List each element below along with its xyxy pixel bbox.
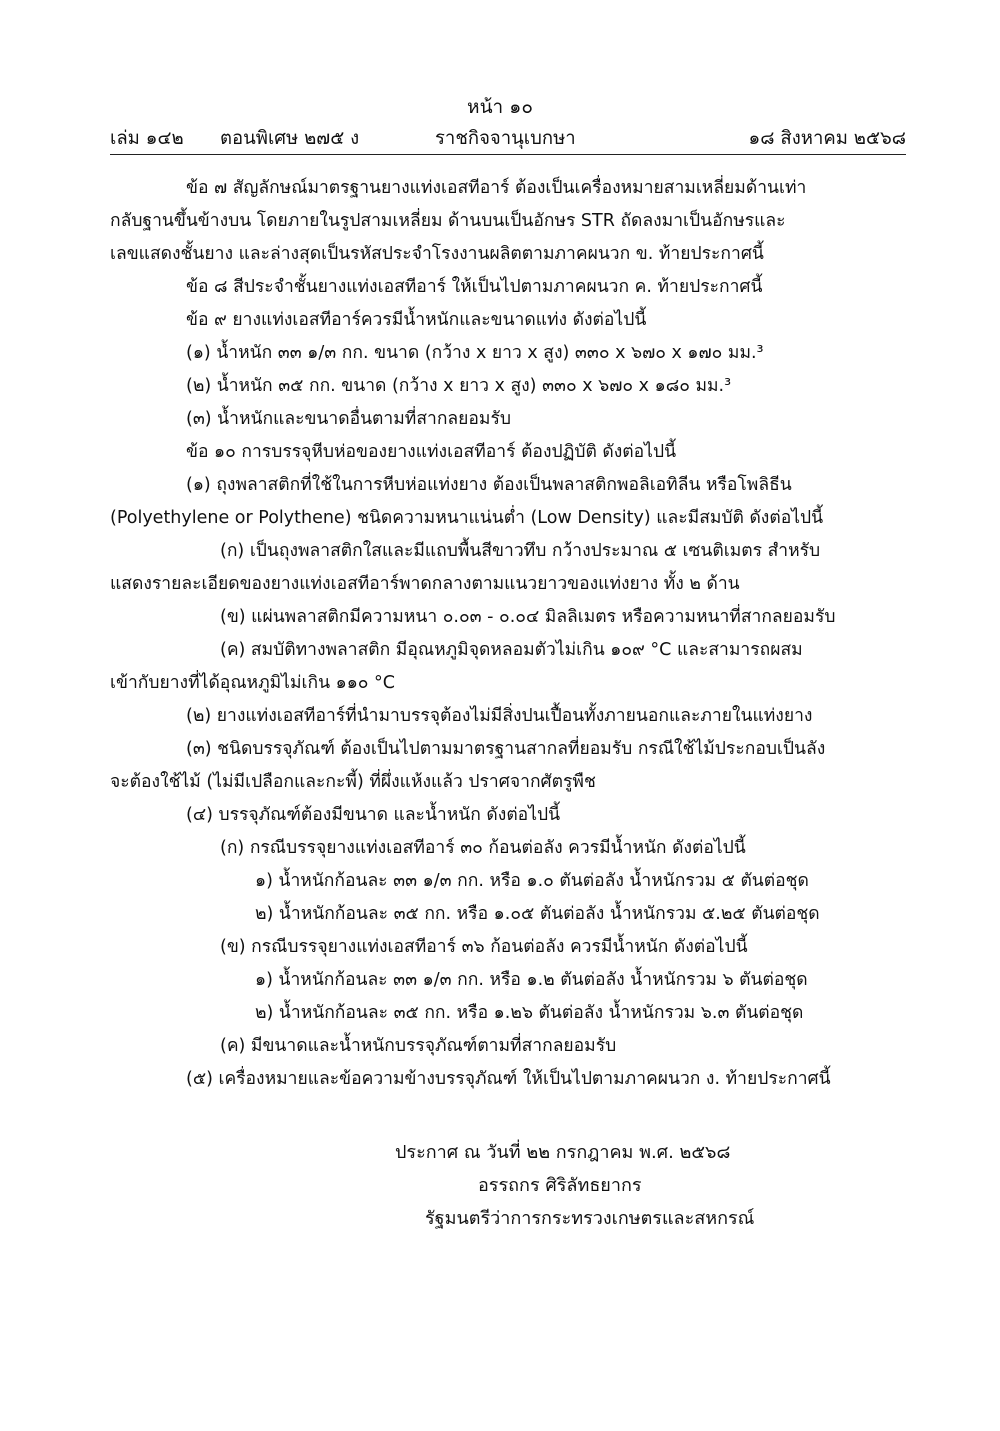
clause-10-item-3-line-1: (๓) ชนิดบรรจุภัณฑ์ ต้องเป็นไปตามมาตรฐานสากลที่ยอมรับ กรณีใช้ไม้ประกอบเป็นลัง [186, 739, 826, 759]
signatory-name: อรรถกร ศิริลัทธยากร [478, 1175, 642, 1196]
clause-7-line-1: ข้อ ๗ สัญลักษณ์มาตรฐานยางแท่งเอสทีอาร์ ต้องเป็นเครื่องหมายสามเหลี่ยมด้านเท่า [186, 178, 807, 198]
clause-10-item-2: (๒) ยางแท่งเอสทีอาร์ที่นำมาบรรจุต้องไม่มีสิ่งปนเปื้อนทั้งภายนอกและภายในแท่งยาง [186, 706, 813, 726]
clause-10-item-4a-2: ๒) น้ำหนักก้อนละ ๓๕ กก. หรือ ๑.๐๕ ตันต่อลัง น้ำหนักรวม ๕.๒๕ ตันต่อชุด [255, 904, 820, 924]
gazette-header [110, 124, 906, 152]
clause-9-item-1: (๑) น้ำหนัก ๓๓ ๑/๓ กก. ขนาด (กว้าง x ยาว x สูง) ๓๓๐ x ๖๗๐ x ๑๗๐ มม.³ [186, 343, 764, 363]
clause-10-item-1a-line-1: (ก) เป็นถุงพลาสติกใสและมีแถบพื้นสีขาวทึบ กว้างประมาณ ๕ เซนติเมตร สำหรับ [220, 541, 821, 561]
signature-date: ประกาศ ณ วันที่ ๒๒ กรกฎาคม พ.ศ. ๒๕๖๘ [395, 1142, 731, 1163]
clause-10-item-1-line-2: (Polyethylene or Polythene) ชนิดความหนาแน่นต่ำ (Low Density) และมีสมบัติ ดังต่อไปนี้ [110, 508, 824, 528]
clause-9-item-3: (๓) น้ำหนักและขนาดอื่นตามที่สากลยอมรับ [186, 409, 511, 429]
clause-10-item-4b-2: ๒) น้ำหนักก้อนละ ๓๕ กก. หรือ ๑.๒๖ ตันต่อลัง น้ำหนักรวม ๖.๓ ตันต่อชุด [255, 1003, 804, 1023]
clause-10-item-4: (๔) บรรจุภัณฑ์ต้องมีขนาด และน้ำหนัก ดังต่อไปนี้ [186, 805, 561, 825]
page-number: หน้า ๑๐ [467, 96, 533, 118]
clause-7-line-3: เลขแสดงชั้นยาง และล่างสุดเป็นรหัสประจำโรงงานผลิตตามภาคผนวก ข. ท้ายประกาศนี้ [110, 244, 764, 264]
clause-9: ข้อ ๙ ยางแท่งเอสทีอาร์ควรมีน้ำหนักและขนาดแท่ง ดังต่อไปนี้ [186, 310, 647, 330]
clause-10-item-1b: (ข) แผ่นพลาสติกมีความหนา ๐.๐๓ - ๐.๐๔ มิลลิเมตร หรือความหนาที่สากลยอมรับ [220, 607, 836, 627]
issue-number: ตอนพิเศษ ๒๗๕ ง [220, 128, 360, 149]
clause-10-item-4a-1: ๑) น้ำหนักก้อนละ ๓๓ ๑/๓ กก. หรือ ๑.๐ ตันต่อลัง น้ำหนักรวม ๕ ตันต่อชุด [255, 871, 809, 891]
header-divider [110, 154, 906, 155]
gazette-name: ราชกิจจานุเบกษา [435, 128, 576, 149]
clause-9-item-2: (๒) น้ำหนัก ๓๕ กก. ขนาด (กว้าง x ยาว x สูง) ๓๓๐ x ๖๗๐ x ๑๘๐ มม.³ [186, 376, 732, 396]
clause-10: ข้อ ๑๐ การบรรจุหีบห่อของยางแท่งเอสทีอาร์ ต้องปฏิบัติ ดังต่อไปนี้ [186, 442, 677, 462]
clause-10-item-4b: (ข) กรณีบรรจุยางแท่งเอสทีอาร์ ๓๖ ก้อนต่อลัง ควรมีน้ำหนัก ดังต่อไปนี้ [220, 937, 748, 957]
clause-7-line-2: กลับฐานขึ้นข้างบน โดยภายในรูปสามเหลี่ยม ด้านบนเป็นอักษร STR ถัดลงมาเป็นอักษรและ [110, 211, 786, 231]
signatory-title: รัฐมนตรีว่าการกระทรวงเกษตรและสหกรณ์ [425, 1208, 755, 1229]
clause-10-item-4b-1: ๑) น้ำหนักก้อนละ ๓๓ ๑/๓ กก. หรือ ๑.๒ ตันต่อลัง น้ำหนักรวม ๖ ตันต่อชุด [255, 970, 808, 990]
clause-10-item-1c-line-1: (ค) สมบัติทางพลาสติก มีอุณหภูมิจุดหลอมตัวไม่เกิน ๑๐๙ °C และสามารถผสม [220, 640, 803, 660]
publication-date: ๑๘ สิงหาคม ๒๕๖๘ [748, 128, 906, 149]
volume-number: เล่ม ๑๔๒ [110, 128, 184, 149]
clause-10-item-4c: (ค) มีขนาดและน้ำหนักบรรจุภัณฑ์ตามที่สากลยอมรับ [220, 1036, 617, 1056]
clause-10-item-3-line-2: จะต้องใช้ไม้ (ไม่มีเปลือกและกะพี้) ที่ผึ่งแห้งแล้ว ปราศจากศัตรูพืช [110, 772, 596, 792]
clause-10-item-1c-line-2: เข้ากับยางที่ได้อุณหภูมิไม่เกิน ๑๑๐ °C [110, 673, 396, 693]
clause-10-item-4a: (ก) กรณีบรรจุยางแท่งเอสทีอาร์ ๓๐ ก้อนต่อลัง ควรมีน้ำหนัก ดังต่อไปนี้ [220, 838, 746, 858]
clause-10-item-1a-line-2: แสดงรายละเอียดของยางแท่งเอสทีอาร์พาดกลางตามแนวยาวของแท่งยาง ทั้ง ๒ ด้าน [110, 574, 740, 594]
clause-8: ข้อ ๘ สีประจำชั้นยางแท่งเอสทีอาร์ ให้เป็นไปตามภาคผนวก ค. ท้ายประกาศนี้ [186, 277, 763, 297]
document-body [110, 172, 898, 1096]
clause-10-item-1-line-1: (๑) ถุงพลาสติกที่ใช้ในการหีบห่อแท่งยาง ต้องเป็นพลาสติกพอลิเอทิลีน หรือโพลิธีน [186, 475, 792, 495]
clause-10-item-5: (๕) เครื่องหมายและข้อความข้างบรรจุภัณฑ์ ให้เป็นไปตามภาคผนวก ง. ท้ายประกาศนี้ [186, 1069, 831, 1089]
